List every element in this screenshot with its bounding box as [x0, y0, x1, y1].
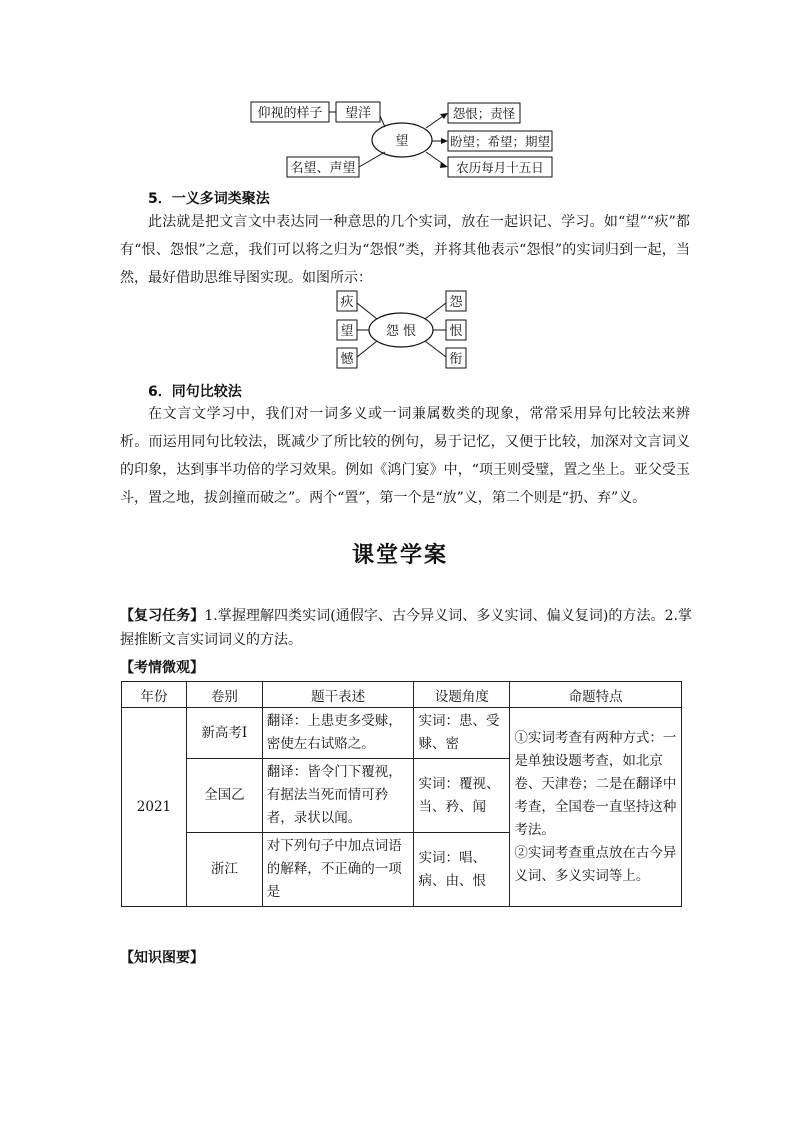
section-6-paragraph: 在文言文学习中，我们对一词多义或一词兼属数类的现象，常常采用异句比较法来辨析。而运用同句比较法，既减少了所比较的例句，易于记忆，又便于比较，加深对文言词义的印象，达到事半功倍的学习效果。例如《鸿门宴》中，“项王则受璧，置之坐上。亚父受玉斗，置之地，拔剑撞而破之”。两个“置”，第一个是“放”义，第二个则是“扔、弃”义。 [120, 406, 690, 506]
header-stem: 题干表述 [262, 682, 414, 708]
angle-cell: 实词：覆视、当、矜、闻 [414, 759, 510, 833]
knowledge-map-label: 【知识图要】 [120, 950, 204, 966]
angle-cell: 实词：唱、病、由、恨 [414, 833, 510, 907]
feature-point-1: ①实词考查有两种方式：一是单独设题考查，如北京卷、天津卷；二是在翻译中考查，全国卷一直坚持这种考法。 [514, 729, 677, 838]
box-left-3-label: 名望、声望 [290, 161, 356, 176]
stem-cell: 翻译：上患吏多受赇，密使左右试赂之。 [262, 708, 414, 759]
section-5-paragraph: 此法就是把文言文中表达同一种意思的几个实词，放在一起识记、学习。如“望”“疢”都有“恨、怨恨”之意，我们可以将之归为“怨恨”类，并将其他表示“怨恨”的实词归到一起，当然，最好借助思维导图实现。如图所示： [120, 214, 690, 286]
center-node-label: 望 [395, 134, 409, 149]
box-left-1-label: 仰视的样子 [257, 106, 323, 121]
center-node-label: 怨 恨 [385, 324, 417, 339]
feature-cell [510, 708, 682, 907]
angle-cell: 实词：患、受赇、密 [414, 708, 510, 759]
stem-cell: 对下列句子中加点词语的解释，不正确的一项是 [262, 833, 414, 907]
header-year: 年份 [122, 682, 187, 708]
box-left-2-label: 望洋 [344, 106, 372, 121]
section-title: 课堂学案 [351, 543, 448, 568]
box-right-1-label: 怨恨；责怪 [452, 106, 516, 121]
exam-table [121, 681, 682, 907]
paper-cell: 浙江 [186, 833, 262, 907]
review-task-text: 1.掌握理解四类实词(通假字、古今异义词、多义实词、偏义复词)的方法。2.掌握推断文言实词词义的方法。 [120, 608, 693, 648]
year-cell: 2021 [122, 708, 187, 907]
stem-cell: 翻译：皆令门下覆视，有据法当死而情可矜者，录状以闻。 [262, 759, 414, 833]
box-right-3-label: 农历每月十五日 [456, 160, 544, 175]
header-paper: 卷别 [186, 682, 262, 708]
header-angle: 设题角度 [414, 682, 510, 708]
table-header-row [122, 682, 682, 708]
wang-mind-map [0, 0, 800, 185]
box-right-2-label: 恨 [449, 324, 463, 339]
paper-cell: 全国乙 [186, 759, 262, 833]
box-right-3-label: 衔 [449, 352, 463, 367]
box-left-2-label: 望 [340, 324, 354, 339]
box-left-3-label: 憾 [340, 352, 354, 367]
review-task-tag: 【复习任务】 [120, 608, 205, 624]
header-feature: 命题特点 [510, 682, 682, 708]
exam-overview-label: 【考情微观】 [120, 660, 204, 676]
box-right-1-label: 怨 [449, 295, 463, 310]
yuanhen-mind-map [0, 290, 800, 370]
box-left-1-label: 疢 [340, 295, 354, 310]
review-task [120, 604, 692, 652]
box-right-2-label: 盼望；希望；期望 [449, 134, 551, 149]
section-6-heading: 6．同句比较法 [148, 384, 242, 400]
table-row [122, 708, 682, 759]
paper-cell: 新高考Ⅰ [186, 708, 262, 759]
section-5-heading: 5．一义多词类聚法 [148, 191, 270, 207]
feature-point-2: ②实词考查重点放在古今异义词、多义实词等上。 [514, 844, 677, 884]
